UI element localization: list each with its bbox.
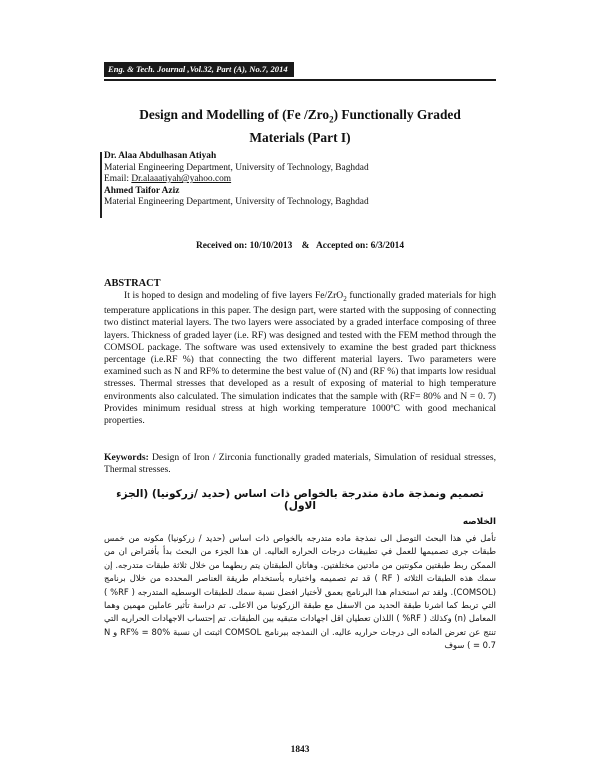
arabic-title: تصميم ونمذجة مادة متدرجة بالخواص ذات اساس (حديد /زركونيا) (الجزء الاول) <box>116 488 484 512</box>
author-side-bar <box>100 152 102 218</box>
page-number: 1843 <box>290 745 310 755</box>
keywords-text: Design of Iron / Zirconia functionally graded materials, Simulation of residual stresses, Thermal stresses. <box>104 452 496 476</box>
arabic-abstract-text: تأمل في هذا البحث التوصل الى نمذجة ماده متدرجه بالخواص ذات اساس (حديد / زركونيا) مكونه من خمس طبقات جرى تصميمها للعمل في تطبيقات درجات الحراره العاليه. ان هذا الجزء من البحث بدأ بأفتراض ان من الممكن ربط طبقتين مكونتين من مادتين مختلفتين. وهاتان الطبقتان يتم ربطهما من خلال ثلاثة طبقات متدرجه. إن سمك هذه الطبقات الثلاثه ( RF ) قد تم تصميمه واختياره بأستخدام طريقة العناصر المحدده من خلال برنامج (COMSOL). ولقد تم استخدام هذا البرنامج بعمق لأختيار افضل نسبة سمك للطبقات الوسطيه المتدرجه ( RF% ) التي تربط كما اشرنا طبقة الحديد من الاسفل مع طبقة الزركونيا من الاعلى. تم دراسة تأثير عاملين مهمين وهما المعامل (n) وكذلك ( RF% ) اللذان تعطيان اقل اجهادات متبقيه بين الطبقات. تم إحتساب الاجهادات الحراريه التي تنتج عن تعرض الماده الى درجات حراريه عاليه. ان النمذجه ببرنامج COMSOL اثبتت ان نسبة RF% = 80% و N = 0.7 ) سوف <box>104 533 497 651</box>
arabic-abstract-heading: الخلاصه <box>462 517 496 527</box>
author1-name: Dr. Alaa Abdulhasan Atiyah <box>104 151 217 161</box>
email-link[interactable]: Dr.alaaatiyah@yahoo.com <box>131 174 232 185</box>
title-line1-pre: Design and Modelling of (Fe /Zro <box>139 107 330 122</box>
header-rule <box>104 79 496 81</box>
title-line2: Materials (Part I) <box>249 129 351 145</box>
abstract-subscript: 2 <box>343 294 347 303</box>
keywords <box>104 452 496 476</box>
title-line1-post: ) Functionally Graded <box>333 107 461 122</box>
abstract-text-pre: It is hoped to design and modeling of five layers Fe/ZrO <box>124 290 344 301</box>
email-label: Email: <box>104 174 132 185</box>
author2-affiliation: Material Engineering Department, University of Technology, Baghdad <box>104 197 369 208</box>
journal-header-bar <box>104 62 294 77</box>
paper-title <box>104 106 496 146</box>
abstract-text-post: functionally graded materials for high temperature applications in this paper. The design part, were started with the supposing of connecting two distinct material layers. The two layers were associated by a graded interface composing of three layers. Thickness of graded layer (i.e. RF) was designed and tested with the FEM method through the COMSOL package. The software was used extensively to examine the best graded part thickness percentage (i.e.RF %) that connecting the two different material layers. Two parameters were examined such as N and RF% to determine the best value of (N) and (RF %) that imparts low residual stresses. Thermal stresses that developed as a result of exposing of material to high temperature environments also calculated. The simulation indicates that the sample with (RF= 80% and N = 0. 7) Provides minimum residual stress at high working temperature 1000ºC with good mechanical properties. <box>104 290 496 426</box>
abstract-text <box>104 290 496 427</box>
author2-name: Ahmed Taifor Aziz <box>104 185 180 196</box>
received-accepted-dates: Received on: 10/10/2013 & Accepted on: 6/3/2014 <box>195 241 405 251</box>
authors-block <box>104 151 496 209</box>
author1-affiliation: Material Engineering Department, University of Technology, Baghdad <box>104 162 369 173</box>
email-line <box>104 174 496 186</box>
keywords-label: Keywords: <box>104 452 149 463</box>
abstract-heading: ABSTRACT <box>104 278 161 289</box>
journal-citation: Eng. & Tech. Journal ,Vol.32, Part (A), No.7, 2014 <box>108 64 288 74</box>
title-subscript: 2 <box>329 114 334 125</box>
